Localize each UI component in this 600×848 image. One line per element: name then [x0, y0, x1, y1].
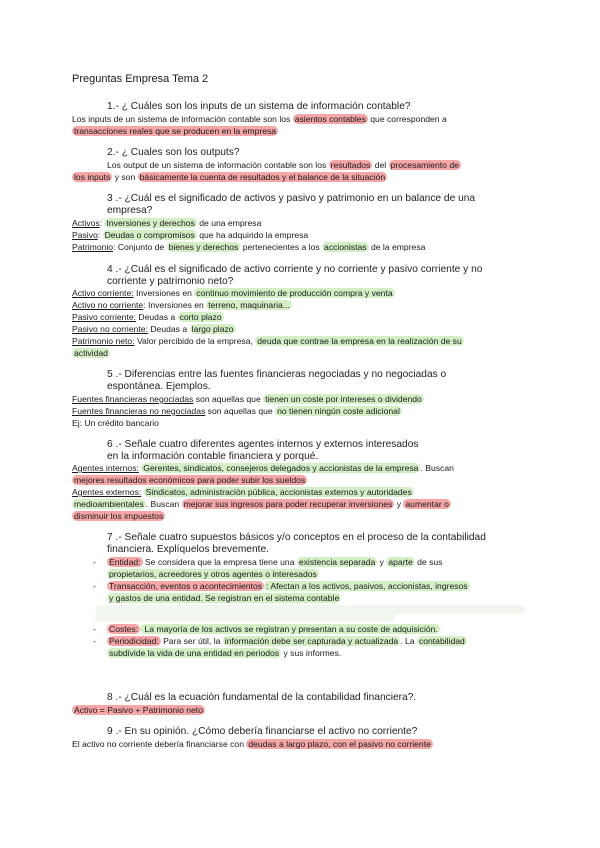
highlight-green: accionistas [324, 242, 367, 252]
answer-text: El activo no corriente debería financiarse con [72, 739, 247, 749]
highlight-green: Deudas o compromisos [104, 230, 195, 240]
answer-text: Valor percibido de la empresa, [134, 336, 256, 346]
highlight-green: y gastos de una entidad. Se registran en el sistema contable [109, 593, 340, 603]
answer-text: : Conjunto de [113, 242, 167, 252]
highlight-green: Inversiones y derechos [106, 218, 195, 228]
answer-text: . Buscan [145, 499, 182, 509]
highlight-green: no tienen ningún coste adicional [277, 406, 400, 416]
answer-3-activos [72, 218, 261, 229]
answer-7-entidad-line-2 [107, 569, 319, 580]
answer-5-negociadas [72, 394, 424, 405]
term-label: Activo no corriente [72, 300, 144, 310]
highlight-green: Gerentes, sindicatos, consejeros delegados y accionistas de la empresa [143, 463, 419, 473]
answer-text: y sus informes. [281, 648, 342, 658]
answer-6-internos [72, 463, 454, 474]
question-6-line-1: 6 .- Señale cuatro diferentes agentes internos y externos interesados [107, 439, 419, 450]
answer-6-externos-line-3 [72, 511, 165, 522]
page-title: Preguntas Empresa Tema 2 [72, 73, 209, 85]
question-2: 2.- ¿ Cuales son los outputs? [107, 147, 240, 158]
question-9: 9 .- En su opinión. ¿Cómo debería financiarse el activo no corriente? [107, 726, 418, 737]
highlight-green: propietarios, acreedores y otros agentes o interesados [109, 569, 317, 579]
answer-text: que corresponden a [367, 114, 447, 124]
answer-text: de sus [414, 557, 443, 567]
answer-6-externos [72, 487, 414, 498]
highlight-red: Costes: [109, 624, 139, 634]
answer-4-pasivo-corriente [72, 312, 224, 323]
term-label: Pasivo corriente: [72, 312, 137, 322]
answer-6-internos-line-2 [72, 475, 307, 486]
answer-4-activo-corriente [72, 288, 395, 299]
answer-7-transaccion-line-2 [107, 593, 341, 604]
highlight-red: asientos contables [294, 114, 366, 124]
question-5-line-2: espontánea. Ejemplos. [107, 381, 211, 392]
bullet-dash: - [93, 557, 96, 567]
answer-text: Los inputs de un sistema de información contable son los [72, 114, 293, 124]
term-label: Activo corriente: [72, 288, 134, 298]
answer-1-line-2 [72, 126, 278, 137]
answer-9 [72, 739, 433, 750]
highlight-red: deudas a largo plazo, con el pasivo no corriente [248, 739, 431, 749]
highlight-red: Activo = Pasivo + Patrimonio neto [74, 705, 203, 715]
answer-7-periodicidad-line-2 [107, 648, 341, 659]
term-label: Agentes internos: [72, 463, 139, 473]
highlight-green: actividad [74, 348, 108, 358]
answer-3-pasivo [72, 230, 308, 241]
highlight-red: aumentar o [405, 499, 449, 509]
answer-text: son aquellas que [193, 394, 264, 404]
faint-highlight [95, 613, 395, 622]
answer-text: Deudas a [147, 324, 190, 334]
answer-4-patrimonio-neto [72, 336, 464, 347]
answer-text: Inversiones en [133, 288, 195, 298]
question-4-line-1: 4 .- ¿Cuál es el significado de activo corriente y no corriente y pasivo corriente y no [107, 264, 483, 275]
answer-2-line-1 [107, 160, 461, 171]
question-8: 8 .- ¿Cuál es la ecuación fundamental de la contabilidad financiera?. [107, 692, 417, 703]
answer-text: . La [400, 636, 417, 646]
term-label: Pasivo no corriente: [72, 324, 148, 334]
highlight-green: : Afectan a los activos, pasivos, accionistas, ingresos [266, 581, 468, 591]
highlight-green: existencia separada [298, 557, 376, 567]
highlight-green: aparte [388, 557, 413, 567]
answer-text: : [97, 230, 103, 240]
highlight-green: bienes y derechos [168, 242, 239, 252]
highlight-red: procesamiento de [390, 160, 459, 170]
question-3-line-2: empresa? [107, 205, 153, 216]
highlight-red: resultados [330, 160, 371, 170]
highlight-red: disminuir los impuestos [74, 511, 164, 521]
term-label: Fuentes financieras negociadas [72, 394, 194, 404]
answer-7-periodicidad [107, 636, 467, 647]
bullet-dash: - [93, 624, 96, 634]
highlight-green: terreno, maquinaria... [208, 300, 290, 310]
term-label: Agentes externos: [72, 487, 142, 497]
answer-text: y [377, 557, 387, 567]
highlight-green: tienen un coste por intereses o dividendo [265, 394, 422, 404]
answer-7-transaccion [107, 581, 470, 592]
answer-4-pasivo-no-corriente [72, 324, 236, 335]
term-label: Fuentes financieras no negociadas [72, 406, 206, 416]
term-label: Pasivo [72, 230, 98, 240]
answer-7-costes [107, 624, 440, 635]
answer-text: : Inversiones en [143, 300, 207, 310]
highlight-red: Periodicidad: [109, 636, 159, 646]
bullet-dash: - [93, 636, 96, 646]
answer-text: y [394, 499, 404, 509]
answer-1-line-1 [72, 114, 447, 125]
highlight-green: contabilidad [418, 636, 465, 646]
answer-text: pertenecientes a los [240, 242, 323, 252]
highlight-red: transacciones reales que se producen en la empresa [74, 126, 277, 136]
answer-4-patrimonio-neto-line-2 [72, 348, 110, 359]
question-7-line-2: financiera. Explíquelos brevemente. [107, 544, 269, 555]
highlight-red: mejores resultados económicos para poder subir los sueldos [74, 475, 306, 485]
question-3-line-1: 3 .- ¿Cuál es el significado de activos y pasivo y patrimonio en un balance de una [107, 193, 476, 204]
answer-text: Se considera que la empresa tiene una [142, 557, 297, 567]
answer-6-externos-line-2 [72, 499, 451, 510]
highlight-green: continuo movimiento de producción compra y venta [196, 288, 393, 298]
answer-text: y son [112, 172, 138, 182]
question-6-line-2: en la información contable financiera y porqué. [107, 451, 319, 462]
highlight-green: largo plazo [191, 324, 234, 334]
term-label: Patrimonio neto: [72, 336, 135, 346]
question-1: 1.- ¿ Cuáles son los inputs de un sistema de información contable? [107, 101, 411, 112]
question-7-line-1: 7 .- Señale cuatro supuestos básicos y/o conceptos en el proceso de la contabilidad [107, 532, 486, 543]
question-5-line-1: 5 .- Diferencias entre las fuentes financieras negociadas y no negociadas o [107, 369, 447, 380]
answer-4-activo-no-corriente [72, 300, 292, 311]
answer-text: Los output de un sistema de información contable son los [107, 160, 329, 170]
highlight-green: La mayoría de los activos se registran y presentan a su coste de adquisición. [142, 624, 438, 634]
highlight-green: Sindicatos, administración pública, accionistas externos y autoridades [145, 487, 412, 497]
answer-7-entidad [107, 557, 442, 568]
highlight-green: subdivide la vida de una entidad en periodos [109, 648, 280, 658]
highlight-red: los inputs [74, 172, 111, 182]
highlight-green: deuda que contrae la empresa en la realización de su [257, 336, 462, 346]
question-4-line-2: corriente y patrimonio neto? [107, 276, 234, 287]
highlight-green: información debe ser capturada y actualizada [224, 636, 399, 646]
answer-text: : [99, 218, 105, 228]
answer-text: que ha adquirido la empresa [196, 230, 309, 240]
answer-text: . Buscan [420, 463, 454, 473]
answer-text: del [372, 160, 389, 170]
answer-text: Deudas a [136, 312, 178, 322]
term-label: Activos [72, 218, 100, 228]
highlight-red: básicamente la cuenta de resultados y el balance de la situación [139, 172, 386, 182]
bullet-dash: - [93, 581, 96, 591]
answer-text: Para ser útil, la [160, 636, 223, 646]
highlight-red: Transacción, eventos o acontecimientos [109, 581, 263, 591]
highlight-red: mejorar sus ingresos para poder recuperar inversiones [183, 499, 393, 509]
answer-2-line-2 [72, 172, 387, 183]
answer-5-no-negociadas [72, 406, 402, 417]
answer-8 [72, 705, 205, 716]
highlight-red: Entidad: [109, 557, 141, 567]
term-label: Patrimonio [72, 242, 114, 252]
answer-text: de la empresa [368, 242, 426, 252]
highlight-green: corto plazo [179, 312, 222, 322]
answer-5-example: Ej: Un crédito bancario [72, 418, 159, 428]
answer-text: son aquellas que [205, 406, 276, 416]
highlight-green: medioambientales [74, 499, 144, 509]
answer-3-patrimonio [72, 242, 425, 253]
answer-text: de una empresa [196, 218, 262, 228]
